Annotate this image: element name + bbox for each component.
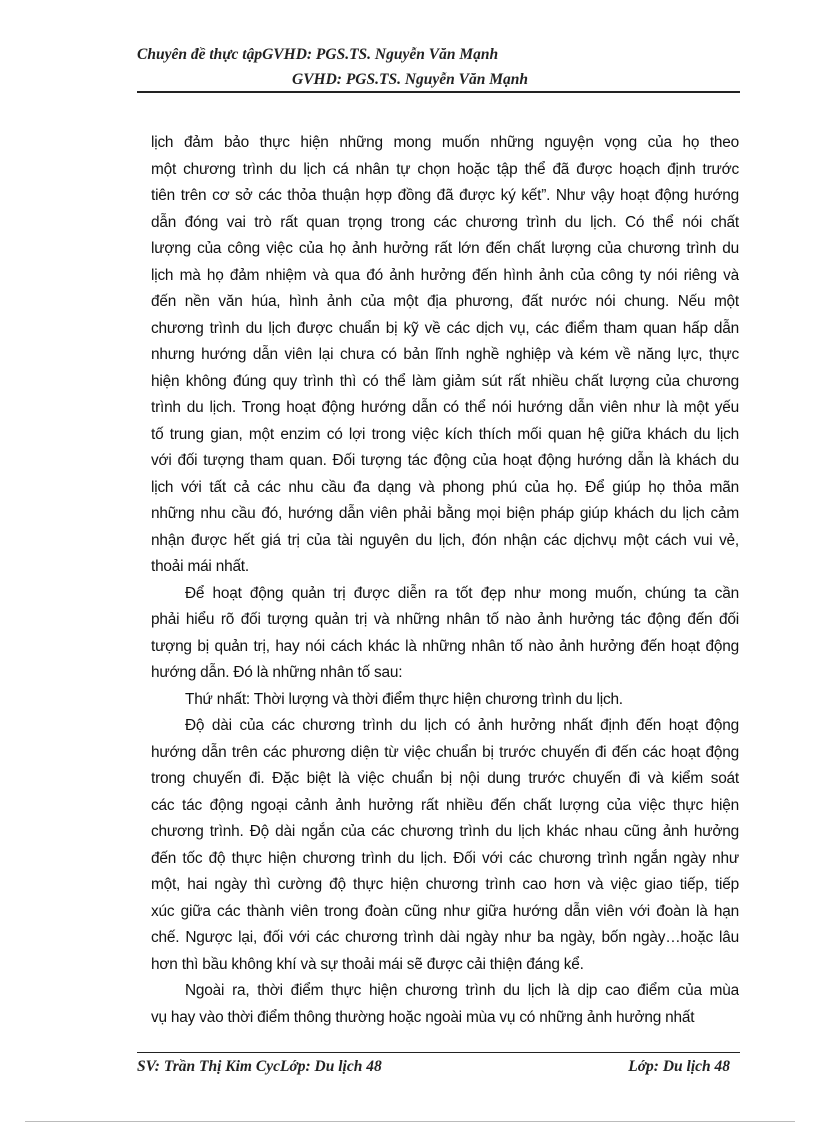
footer-student: SV: Trần Thị Kim CycLớp: Du lịch 48 [137,1058,382,1075]
text-line: hiện không đúng quy trình thì có thể làm giảm sút rất nhiều chất lượng của chương [151,372,739,390]
text-line: hơn thì bầu không khí và sự thoải mái sẽ được cải thiện đáng kể. [151,955,584,973]
text-line: chương trình. Độ dài ngắn của các chương trình du lịch khác nhau cũng ảnh hưởng [151,823,739,840]
footer-class: Lớp: Du lịch 48 [628,1058,730,1075]
text-line: dẫn đóng vai trò rất quan trọng trong các chương trình du lịch. Có thể nói chất [151,213,739,231]
text-line: nhưng hướng dẫn viên lại chưa có bản lĩnh nghề nghiệp và kém về năng lực, thực [151,346,739,363]
text-line: xúc giữa các thành viên trong đoàn cũng như giữa hướng dẫn viên với đoàn là hạn [151,902,739,920]
text-line: nhận được hết giá trị của tài nguyên du lịch, đón nhận các dịchvụ một cách vui vẻ, [151,531,739,549]
text-line: lượng của công việc của họ ảnh hưởng rất lớn đến chất lượng của chương trình du [151,240,739,257]
text-line: chương trình du lịch được chuẩn bị kỹ về các dịch vụ, các điểm tham quan hấp dẫn [151,319,739,337]
page-edge [25,1121,795,1122]
header-line-2: GVHD: PGS.TS. Nguyễn Văn Mạnh [292,71,528,88]
header-line-1: Chuyên đề thực tậpGVHD: PGS.TS. Nguyễn Văn Mạnh [137,46,499,63]
text-line: Độ dài của các chương trình du lịch có ảnh hưởng nhất định đến hoạt động [185,717,739,734]
text-line: Thứ nhất: Thời lượng và thời điểm thực hiện chương trình du lịch. [185,690,623,708]
text-line: một chương trình du lịch cá nhân tự chọn hoặc tập thể đã được hoạch định trước [151,160,739,178]
text-line: Để hoạt động quản trị được diễn ra tốt đẹp như mong muốn, chúng ta cần [185,584,739,602]
body-text [151,130,739,1031]
text-line: hướng dẫn trên các phương diện từ việc chuẩn bị trước chuyến đi đến các hoạt động [151,743,739,761]
text-line: đến tốc độ thực hiện chương trình du lịch. Đối với các chương trình ngắn ngày như [151,849,739,867]
text-line: lịch đảm bảo thực hiện những mong muốn những nguyện vọng của họ theo [151,134,739,151]
text-line: chế. Ngược lại, đối với các chương trình dài ngày như ba ngày, bốn ngày…hoặc lâu [151,929,739,946]
text-line: Ngoài ra, thời điểm thực hiện chương trình du lịch là dịp cao điểm của mùa [185,982,739,999]
text-line: đến nền văn húa, hình ảnh của một địa phương, đất nước nói chung. Nếu một [151,293,739,310]
text-line: lịch với tất cả các nhu cầu đa dạng và phong phú của họ. Để giúp họ thỏa mãn [151,478,739,496]
text-line: các tác động ngoại cảnh ảnh hưởng rất nhiều đến chất lượng của việc thực hiện [151,796,739,814]
text-line: tượng bị quản trị, hay nói cách khác là những nhân tố nào ảnh hưởng đến hoạt động [151,637,739,655]
text-line: lịch mà họ đảm nhiệm và qua đó ảnh hưởng đến hình ảnh của công ty nói riêng và [151,266,739,284]
text-line: với đối tượng tham quan. Đối tượng tác động của hoạt động hướng dẫn là khách du [151,452,739,469]
text-line: những nhu cầu đó, hướng dẫn viên phải bằng mọi biện pháp giúp khách du lịch cảm [151,505,739,522]
text-line: một, hai ngày thì cường độ thực hiện chương trình cao hơn và việc giao tiếp, tiếp [151,876,739,893]
text-line: trong chuyến đi. Đặc biệt là việc chuẩn bị nội dung trước chuyến đi và kiểm soát [151,770,739,787]
text-line: thoải mái nhất. [151,558,249,575]
header-rule [137,91,740,93]
text-line: tố trung gian, một enzim có lợi trong việc kích thích mối quan hệ giữa khách du lịch [151,425,739,443]
text-line: hướng dẫn. Đó là những nhân tố sau: [151,664,403,681]
footer-rule [137,1052,740,1053]
text-line: trình du lịch. Trong hoạt động hướng dẫn có thể nói hướng dẫn viên như là một yếu [151,399,739,416]
text-line: tiên trên cơ sở các thỏa thuận hợp đồng đã được ký kết”. Như vậy hoạt động hướng [151,187,739,204]
text-line: vụ hay vào thời điểm thông thường hoặc ngoài mùa vụ có những ảnh hưởng nhất [151,1008,695,1026]
text-line: phải hiểu rõ đối tượng quản trị và những nhân tố nào ảnh hưởng tác động đến đối [151,611,739,628]
